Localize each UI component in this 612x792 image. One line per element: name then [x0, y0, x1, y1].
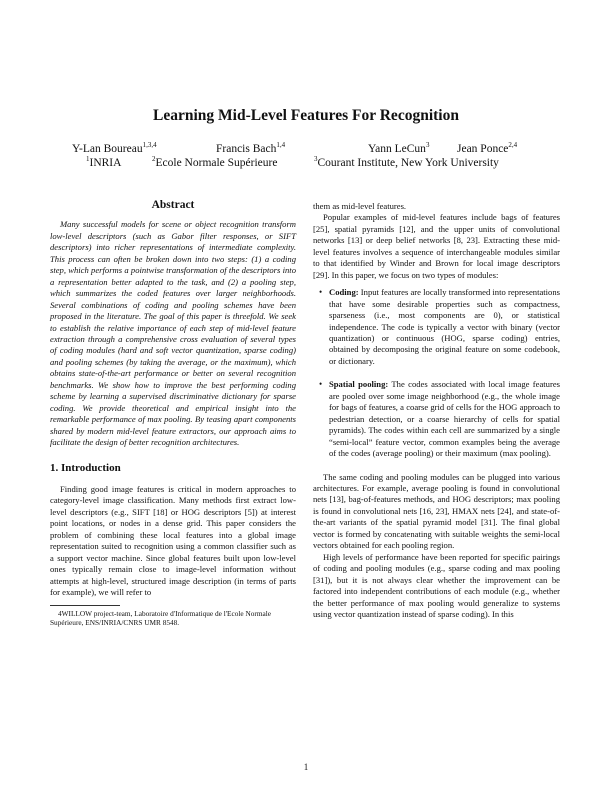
- list-item-lead: Coding:: [329, 287, 359, 298]
- abstract-text: Many successful models for scene or object recognition transform low-level descriptors (such as Gabor filter responses, or SIFT descriptors) into richer representations of intermediate complexity. This process can often be broken down into two steps: (1) a coding step, which performs a pointwise transformation of the descriptors into a representation better adapted to the task, and (2) a pooling step, which summarizes the coded features over larger neighborhoods. Several combinations of coding and pooling schemes have been proposed in the literature. The goal of this paper is threefold. We seek to establish the relative importance of each step of mid-level feature extraction through a comprehensive cross evaluation of several types of coding modules (hard and soft vector quantization, sparse coding) and pooling schemes (by taking the average, or the maximum), which obtains state-of-the-art performance or better on several recognition benchmarks. We show how to improve the best performing coding scheme by learning a supervised discriminative dictionary for sparse coding. We provide theoretical and empirical insight into the remarkable performance of max pooling. By teasing apart components shared by modern mid-level feature extractors, our approach aims to facilitate the design of better recognition architectures.: [50, 219, 296, 448]
- affiliation-1: [86, 157, 121, 169]
- footnote-divider: [50, 605, 120, 606]
- author-sup: 1,3,4: [142, 141, 157, 150]
- bullet-icon: •: [319, 379, 323, 390]
- list-item-coding: [319, 287, 560, 367]
- author-name: Y-Lan Boureau: [72, 143, 143, 155]
- bullet-icon: •: [319, 287, 323, 298]
- right-column: [313, 201, 560, 620]
- author-sup: 3: [425, 141, 430, 150]
- footnote: 4WILLOW project-team, Laboratoire d'Informatique de l'Ecole Normale Supérieure, ENS/INRIA/CNRS UMR 8548.: [50, 608, 271, 627]
- paragraph-midlevel-examples: Popular examples of mid-level features include bags of features [25], spatial pyramids [12], and the upper units of convolutional networks [13] or deep belief networks [8, 23]. Extracting these mid-level features involves a sequence of interchangeable modules similar to that identified by Winder and Brown for local image descriptors [29]. In this paper, we focus on two types of modules:: [313, 212, 560, 280]
- affiliation-sup: 1: [86, 155, 90, 164]
- list-item-lead: Spatial pooling:: [329, 379, 389, 390]
- list-item-spatial-pooling: [319, 379, 560, 459]
- paper-title: Learning Mid-Level Features For Recognition: [153, 107, 459, 124]
- module-list: [313, 287, 560, 459]
- left-column: [50, 200, 296, 627]
- affiliation-3: [314, 157, 499, 169]
- paragraph-performance: High levels of performance have been reported for specific pairings of coding and pooling modules (e.g., sparse coding and max pooling [31]), but it is not always clear whether the improvement can be factored into independent contributions of each module (e.g., whether the better performance of max pooling would generalize to systems using vector quantization instead of sparse coding). In this: [313, 551, 560, 619]
- abstract-heading: Abstract: [151, 199, 195, 211]
- author-name: Yann LeCun: [368, 143, 426, 155]
- author-sup: 2,4: [508, 141, 518, 150]
- section-heading-introduction: 1. Introduction: [50, 461, 121, 474]
- author-sup: 1,4: [276, 141, 286, 150]
- author-4: [457, 143, 517, 155]
- author-1: [72, 143, 157, 155]
- author-3: [368, 143, 429, 155]
- author-2: [216, 143, 285, 155]
- author-name: Francis Bach: [216, 143, 277, 155]
- affiliation-2: [152, 157, 277, 169]
- list-item-text: The codes associated with local image features are pooled over some image neighborhood (e.g., the whole image for bags of features, a coarse grid of cells for the HOG approach to pedestrian detection, or a coarse hierarchy of cells for spatial pyramids). The codes within each cell are summarized by a single “semi-local” feature vector, common examples being the average of the codes (average pooling) or their maximum (max pooling).: [329, 379, 560, 459]
- affiliation-sup: 2: [152, 155, 156, 164]
- affiliation-name: Courant Institute, New York University: [317, 157, 499, 169]
- intro-paragraph: Finding good image features is critical in modern approaches to category-level image classification. Many methods first extract low-level descriptors (e.g., SIFT [18] or HOG descriptors [5]) at interest point locations, or nodes in a dense grid. This paper considers the problem of combining these local features into a global image representation suited to recognition using a common classifier such as a support vector machine. Since global features built upon low-level ones typically remain close to image-level information without attempts at high-level, structured image description (in terms of parts for example), we will refer to: [50, 483, 296, 598]
- paragraph-continuation: them as mid-level features.: [313, 201, 407, 211]
- affiliation-sup: 3: [314, 155, 318, 164]
- list-item-text: Input features are locally transformed into representations that have some desirable properties such as compactness, sparseness (i.e., most components are 0), or statistical independence. The code is typically a vector with binary (vector quantization) or continuous (HOG, sparse coding) entries, obtained by decomposing the original feature on some codebook, or dictionary.: [329, 287, 560, 366]
- affiliation-name: Ecole Normale Supérieure: [155, 157, 278, 169]
- page-number: 1: [303, 762, 309, 772]
- affiliation-name: INRIA: [89, 157, 122, 169]
- author-name: Jean Ponce: [457, 143, 509, 155]
- paragraph-architectures: The same coding and pooling modules can be plugged into various architectures. For example, average pooling is found in convolutional nets [13], bag-of-features methods, and HOG descriptors; max pooling is found in convolutional nets [16, 23], HMAX nets [24], and state-of-the-art variants of the spatial pyramid model [31]. The final global vector is formed by concatenating with suitable weights the semi-local vectors obtained for each pooling region.: [313, 471, 560, 551]
